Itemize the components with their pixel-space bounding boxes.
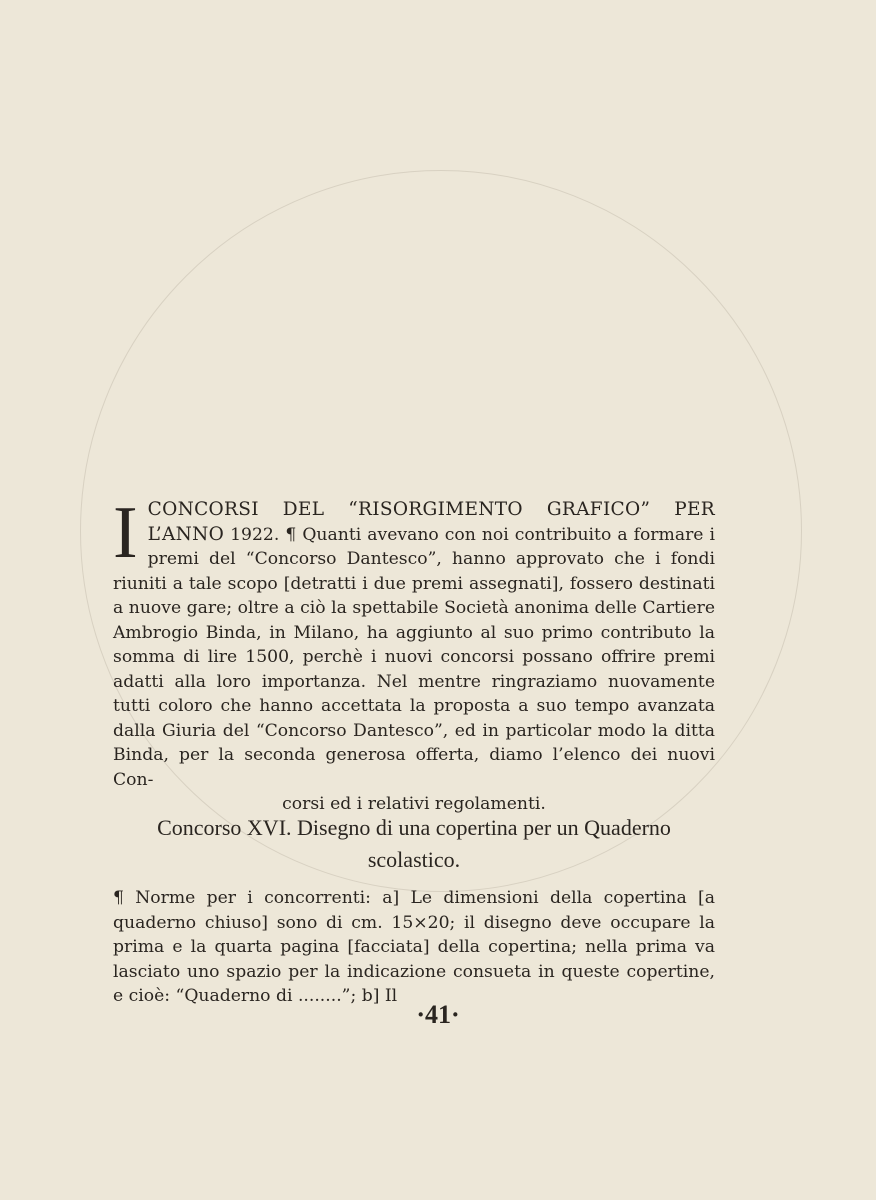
intro-lead: CONCORSI DEL “RISORGIMENTO GRAFICO” PER L’ANNO	[147, 499, 715, 545]
pilcrow-icon: ¶	[285, 524, 297, 545]
intro-paragraph	[113, 492, 715, 817]
pilcrow-icon: ¶	[113, 888, 124, 908]
intro-body: Quanti avevano con noi contribuito a formare i premi del “Concorso Dantesco”, hanno approvato che i fondi riuniti a tale scopo [detratti i due premi assegnati], fossero destinati a nuove gare; oltre a ciò la spettabile Società anonima delle Cartiere Ambrogio Binda, in Milano, ha aggiunto al suo primo contributo la somma di lire 1500, perchè i nuovi concorsi possano offrire premi adatti alla loro importanza. Nel mentre ringraziamo nuovamente tutti coloro che hanno accettata la proposta a suo tempo avanzata dalla Giuria del “Concorso Dantesco”, ed in particolar modo la ditta Binda, per la seconda generosa offerta, diamo l’elenco dei nuovi Con-	[113, 524, 715, 790]
intro-year: 1922.	[230, 524, 280, 545]
intro-last-line: corsi ed i relativi regolamenti.	[282, 794, 546, 814]
rules-text: Norme per i concorrenti: a] Le dimensioni della copertina [a quaderno chiuso] sono di cm. 15×20; il disegno deve occupare la prima e la quarta pagina [facciata] della copertina; nella prima va lasciato uno spazio per la indicazione consueta in queste copertine, e cioè: “Quaderno di ........”; b] Il	[113, 888, 715, 1006]
page-number: ·41·	[416, 1000, 460, 1029]
drop-cap: I	[113, 492, 138, 574]
section-heading: Concorso XVI. Disegno di una copertina per un Quaderno scolastico.	[157, 815, 671, 872]
rules-paragraph	[113, 886, 715, 1009]
